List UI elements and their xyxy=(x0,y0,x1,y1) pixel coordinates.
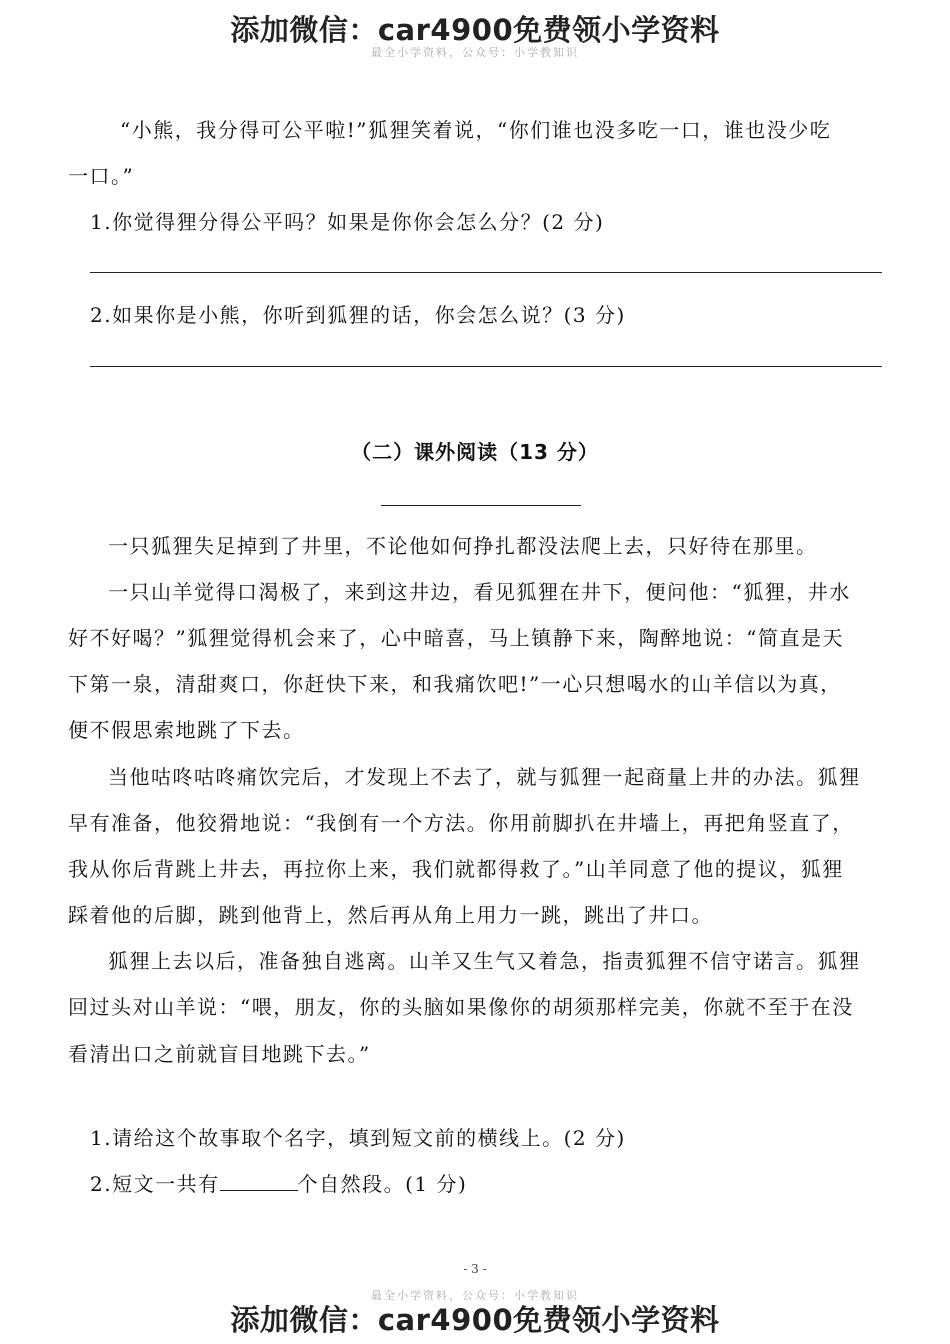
question2-2-prefix: 2.短文一共有 xyxy=(90,1172,220,1196)
story-line-7: 早有准备，他狡猾地说：“我倒有一个方法。你用前脚扒在井墙上，再把角竖直了， xyxy=(68,811,854,835)
story-line-11: 回过头对山羊说：“喂，朋友，你的头脑如果像你的胡须那样完美，你就不至于在没 xyxy=(68,995,854,1019)
story-line-3: 好不好喝？”狐狸觉得机会来了，心中暗喜，马上镇静下来，陶醉地说：“简直是天 xyxy=(68,626,844,650)
story-line-10: 狐狸上去以后，准备独自逃离。山羊又生气又着急，指责狐狸不信守诺言。狐狸 xyxy=(108,949,861,973)
header-faint-text: 最全小学资料，公众号：小学教知识 xyxy=(371,46,579,59)
watermark-bottom: 添加微信：car4900免费领小学资料 xyxy=(230,1303,720,1337)
watermark-top: 添加微信：car4900免费领小学资料 xyxy=(230,13,720,47)
story-line-2: 一只山羊觉得口渴极了，来到这井边，看见狐狸在井下，便问他：“狐狸，井水 xyxy=(108,580,851,604)
section2-title: （二）课外阅读（13 分） xyxy=(351,440,599,464)
question1-1: 1.你觉得狸分得公平吗？如果是你你会怎么分？(2 分) xyxy=(90,210,605,234)
question2-1: 1.请给这个故事取个名字，填到短文前的横线上。(2 分) xyxy=(90,1126,626,1150)
question2-2 xyxy=(90,1168,904,1197)
story-line-12: 看清出口之前就盲目地跳下去。” xyxy=(68,1042,371,1066)
answer-line-1[interactable] xyxy=(90,272,882,273)
answer-line-2[interactable] xyxy=(90,366,882,367)
passage1-line1: “小熊，我分得可公平啦!”狐狸笑着说，“你们谁也没多吃一口，谁也没少吃 xyxy=(120,118,832,142)
footer-faint-text: 最全小学资料，公众号：小学教知识 xyxy=(371,1289,579,1302)
passage1-line2: 一口。” xyxy=(68,164,135,188)
question1-2: 2.如果你是小熊，你听到狐狸的话，你会怎么说？(3 分) xyxy=(90,303,626,327)
story-line-6: 当他咕咚咕咚痛饮完后，才发现上不去了，就与狐狸一起商量上井的办法。狐狸 xyxy=(108,765,861,789)
story-line-4: 下第一泉，清甜爽口，你赶快下来，和我痛饮吧!”一心只想喝水的山羊信以为真， xyxy=(68,672,842,696)
paragraph-count-blank[interactable] xyxy=(220,1172,298,1191)
story-line-5: 便不假思索地跳了下去。 xyxy=(68,718,305,742)
story-line-9: 踩着他的后脚，跳到他背上，然后再从角上用力一跳，跳出了井口。 xyxy=(68,903,713,927)
story-line-1: 一只狐狸失足掉到了井里，不论他如何挣扎都没法爬上去，只好待在那里。 xyxy=(108,534,818,558)
story-title-blank[interactable] xyxy=(381,505,581,506)
page-number: - 3 - xyxy=(463,1262,487,1276)
story-line-8: 我从你后背跳上井去，再拉你上来，我们就都得救了。”山羊同意了他的提议，狐狸 xyxy=(68,857,844,881)
question2-2-suffix: 个自然段。(1 分) xyxy=(297,1172,468,1196)
